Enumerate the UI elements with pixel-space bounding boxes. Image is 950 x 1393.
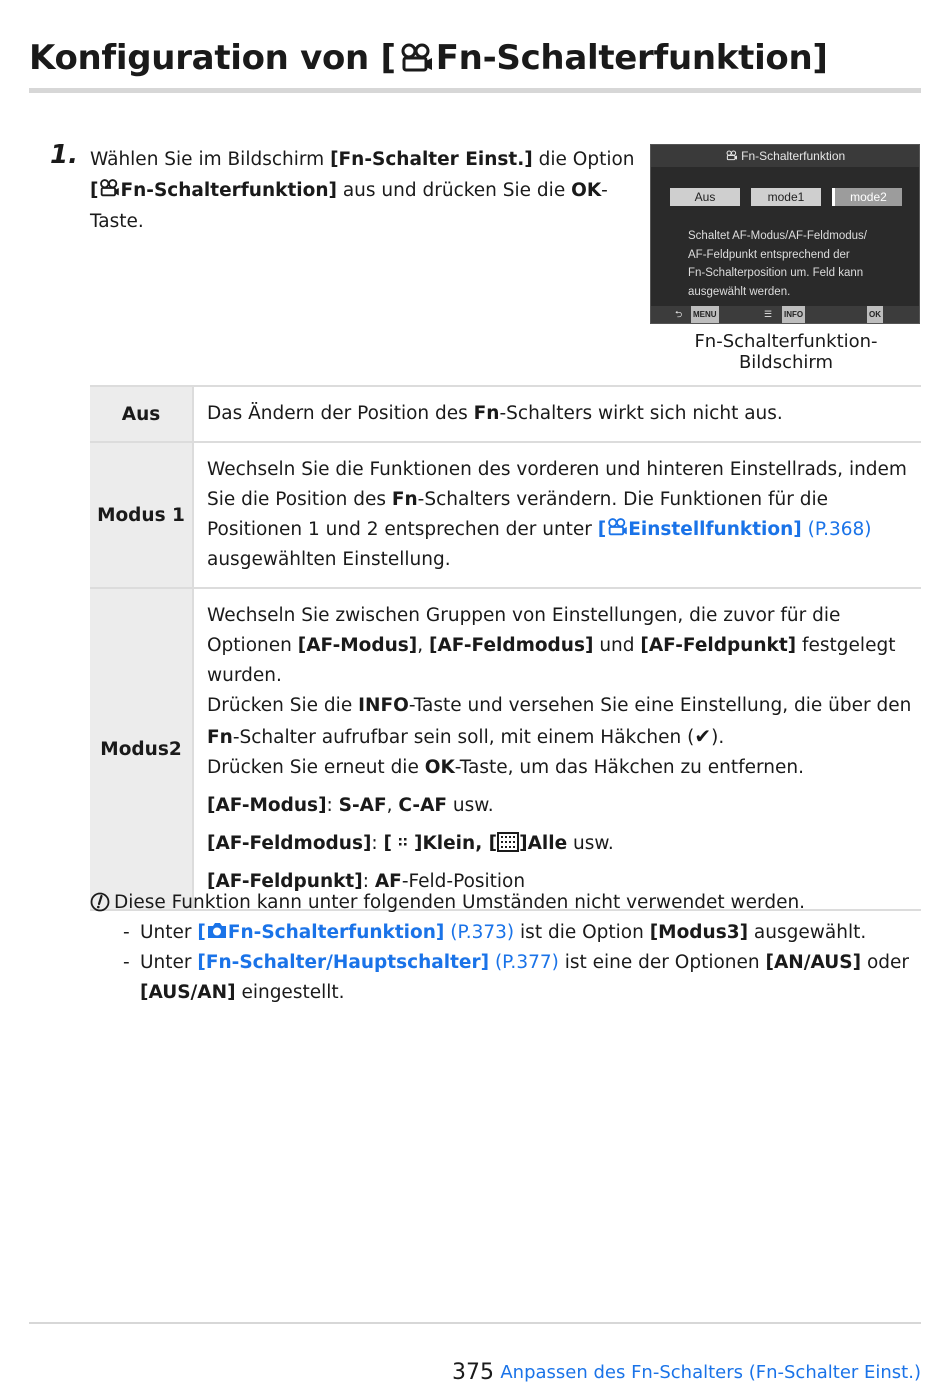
option-ref: [AF-Modus] [207, 795, 327, 816]
text: ist die Option [514, 922, 650, 943]
text: , [417, 635, 430, 656]
list-item [90, 948, 921, 1008]
bracket: [ [383, 833, 392, 854]
desc-line: Schaltet AF-Modus/AF-Feldmodus/ [688, 230, 867, 242]
paragraph [207, 753, 921, 783]
desc-line: AF-Feldpunkt entsprechend der [688, 248, 850, 261]
value: AF [374, 871, 402, 892]
step-text: die Option [532, 149, 635, 170]
bracket: [ [90, 180, 99, 201]
mode-table [90, 385, 921, 911]
note-block [90, 888, 921, 1008]
screen-footer [651, 306, 919, 323]
value: C-AF [398, 795, 448, 816]
value: ]Alle [519, 833, 568, 854]
footer-divider [29, 1322, 921, 1324]
text: , [386, 795, 399, 816]
link-text: Einstellfunktion] [628, 519, 802, 540]
af-all-area-icon [497, 832, 519, 852]
text: Drücken Sie die [207, 695, 359, 716]
option-ref: [AN/AUS] [765, 952, 862, 973]
movie-camera-icon [606, 517, 628, 537]
text: ). [711, 727, 725, 748]
row-content-modus2 [193, 588, 921, 910]
camera-screen [650, 144, 920, 324]
desc-line: ausgewählt werden. [688, 285, 791, 298]
title-prefix: Konfiguration von [ [29, 38, 396, 78]
fn-key: Fn [391, 489, 418, 510]
paragraph [207, 601, 921, 691]
title-divider [29, 88, 921, 93]
option-ref: [AF-Feldpunkt] [640, 635, 797, 656]
screen-title [651, 145, 919, 167]
movie-camera-icon [725, 150, 738, 161]
screen-caption: Fn-Schalterfunktion-Bildschirm [694, 331, 878, 373]
option-ref: [AUS/AN] [140, 982, 236, 1003]
text: Das Ändern der Position des [207, 403, 474, 424]
step-text: -Taste. [90, 180, 608, 232]
ok-key: OK [424, 757, 455, 778]
text: festgelegt wurden. [207, 635, 896, 686]
text: -Schalter aufrufbar sein soll, mit einem Häkchen ( [232, 727, 695, 748]
text: Wechseln Sie zwischen Gruppen von Einstellungen, die zuvor für die Optionen [207, 605, 841, 656]
bullet-dash: - [123, 952, 130, 973]
movie-camera-icon [98, 178, 120, 198]
text: -Feld-Position [401, 871, 526, 892]
note-intro [90, 888, 921, 918]
table-row [90, 386, 921, 442]
bracket: [ [597, 519, 607, 540]
step-text: Wählen Sie im Bildschirm [90, 149, 331, 170]
option-mode1[interactable]: mode1 [751, 188, 821, 206]
option-mode2[interactable]: mode2 [832, 188, 902, 206]
value: ]Klein [414, 833, 476, 854]
text: oder [861, 952, 910, 973]
paragraph [207, 791, 921, 821]
note-text: Diese Funktion kann unter folgenden Umständen nicht verwendet werden. [114, 892, 806, 913]
value: S-AF [338, 795, 387, 816]
menu-ref: [Fn-Schalter Einst.] [330, 149, 533, 170]
screen-title-text: Fn-Schalterfunktion [741, 149, 846, 163]
paragraph [207, 829, 921, 859]
fn-key: Fn [473, 403, 500, 424]
text: usw. [447, 795, 494, 816]
option-ref: [Modus3] [649, 922, 749, 943]
bullet-dash: - [123, 922, 130, 943]
page-ref-link[interactable]: (P.373) [444, 922, 515, 943]
table-row [90, 442, 921, 588]
text: usw. [567, 833, 614, 854]
step-instruction [90, 144, 635, 237]
option-ref: [AF-Feldmodus] [207, 833, 372, 854]
text: : [371, 833, 384, 854]
info-key: INFO [782, 306, 805, 323]
page-title [29, 38, 921, 78]
bracket: , [ [475, 833, 498, 854]
text: Unter [140, 952, 198, 973]
einstellfunktion-link[interactable] [598, 519, 802, 540]
text: eingestellt. [235, 982, 345, 1003]
row-label-modus1: Modus 1 [90, 442, 193, 588]
screen-description [688, 227, 908, 301]
screen-options [670, 188, 902, 206]
fn-hauptschalter-link[interactable]: [Fn-Schalter/Hauptschalter] [197, 952, 490, 973]
settings-icon: ☰ [764, 309, 773, 319]
caution-icon [90, 892, 110, 912]
table-row [90, 588, 921, 910]
option-ref: [AF-Feldpunkt] [207, 871, 363, 892]
camera-icon [206, 920, 228, 940]
text: ist eine der Optionen [558, 952, 766, 973]
ok-key: OK [571, 180, 602, 201]
bracket: [ [197, 922, 206, 943]
page-ref-link[interactable]: (P.368) [801, 519, 872, 540]
row-label-modus2: Modus2 [90, 588, 193, 910]
page-number: 375 [452, 1360, 494, 1385]
text: -Schalters wirkt sich nicht aus. [499, 403, 783, 424]
fn-key: Fn [207, 727, 233, 748]
list-item [90, 918, 921, 948]
link-text: Fn-Schalterfunktion] [227, 922, 445, 943]
option-ref: [AF-Feldmodus] [429, 635, 594, 656]
page-ref-link[interactable]: (P.377) [489, 952, 559, 973]
desc-line: Fn-Schalterposition um. Feld kann [688, 267, 864, 279]
movie-camera-icon [398, 42, 434, 74]
option-ref: Fn-Schalterfunktion] [120, 180, 337, 201]
row-label-aus: Aus [90, 386, 193, 442]
checkmark-icon: ✔ [694, 724, 712, 748]
option-ref: [AF-Modus] [297, 635, 418, 656]
info-key: INFO [358, 695, 409, 716]
step-text: aus und drücken Sie die [336, 180, 572, 201]
fn-schalterfunktion-link[interactable] [197, 922, 444, 943]
text: Unter [140, 922, 198, 943]
text: Wechseln Sie die Funktionen des vorderen und hinteren Einstellrads, indem Sie die Position des [207, 459, 907, 510]
step-number: 1. [50, 140, 78, 170]
text: -Taste, um das Häkchen zu entfernen. [454, 757, 805, 778]
menu-key: MENU [691, 306, 719, 323]
paragraph [207, 691, 921, 753]
text: ausgewählt. [748, 922, 867, 943]
af-small-area-icon [392, 832, 414, 852]
option-aus[interactable]: Aus [670, 188, 740, 206]
row-content-modus1 [193, 442, 921, 588]
text: Drücken Sie erneut die [207, 757, 425, 778]
text: und [593, 635, 641, 656]
text: ausgewählten Einstellung. [207, 549, 451, 570]
text: : [362, 871, 375, 892]
section-link[interactable]: Anpassen des Fn-Schalters (Fn-Schalter Einst.) [500, 1362, 921, 1383]
title-suffix: Fn-Schalterfunktion] [435, 38, 828, 78]
text: : [326, 795, 339, 816]
row-content-aus [193, 386, 921, 442]
text: -Taste und versehen Sie eine Einstellung, die über den [408, 695, 912, 716]
back-icon: ⮌ [675, 309, 683, 319]
ok-key: OK [867, 306, 883, 323]
text: -Schalters verändern. Die Funktionen für die Positionen 1 und 2 entsprechen der unter [207, 489, 828, 540]
